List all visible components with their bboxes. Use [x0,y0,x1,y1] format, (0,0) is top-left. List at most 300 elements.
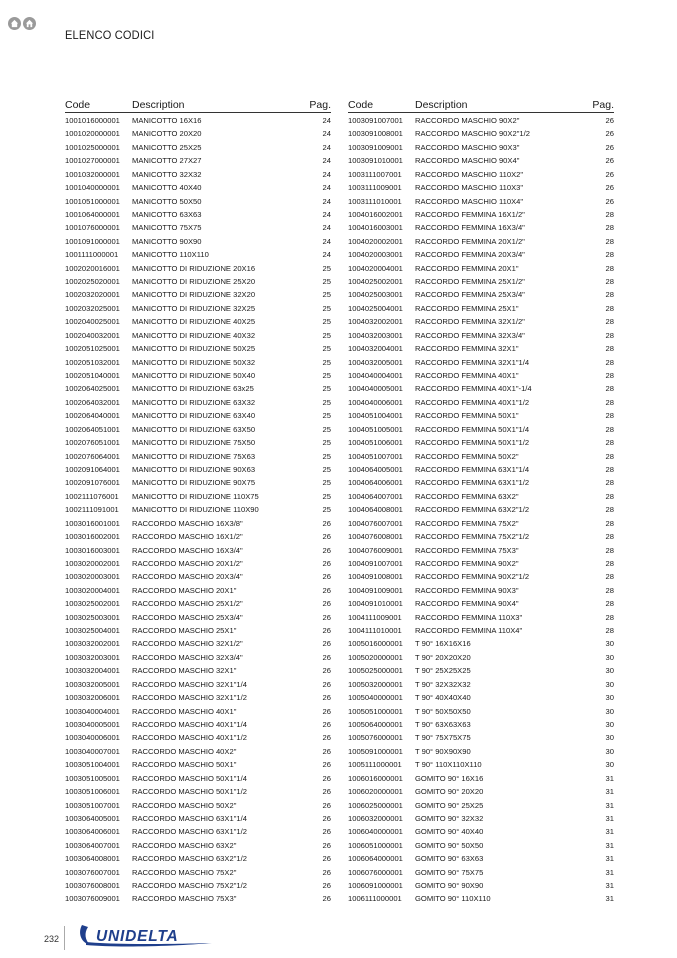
table-row [348,611,614,624]
description-cell: RACCORDO MASCHIO 63X2" [132,840,237,850]
description-cell: MANICOTTO DI RIDUZIONE 32X20 [132,290,256,300]
table-row [348,839,614,852]
description-cell: RACCORDO MASCHIO 50X1"1/4 [132,773,247,783]
table-row [65,839,331,852]
code-cell: 1006076000001 [348,867,403,877]
code-cell: 1001064000001 [65,209,120,219]
table-header [65,99,331,113]
table-row [65,369,331,382]
table-row [65,168,331,181]
table-row [65,517,331,530]
page-cell: 28 [605,424,614,434]
code-cell: 1003076008001 [65,881,120,891]
table-row [348,356,614,369]
page-cell: 31 [605,773,614,783]
codes-table-right [348,99,614,906]
table-row [348,651,614,664]
page-number: 232 [44,934,60,944]
page-cell: 28 [605,505,614,515]
code-cell: 1004025002001 [348,277,403,287]
code-cell: 1004076007001 [348,518,403,528]
description-cell: RACCORDO MASCHIO 25X3/4" [132,612,243,622]
description-cell: MANICOTTO DI RIDUZIONE 32X25 [132,303,256,313]
code-cell: 1004025003001 [348,290,403,300]
code-cell: 1001016000001 [65,116,120,125]
table-row [65,570,331,583]
description-cell: RACCORDO MASCHIO 90X3" [415,142,520,152]
table-row [348,731,614,744]
table-row [348,637,614,650]
code-cell: 1003051004001 [65,760,120,770]
code-cell: 1005025000001 [348,666,403,676]
description-cell: MANICOTTO DI RIDUZIONE 25X20 [132,277,256,287]
code-cell: 1005051000001 [348,706,403,716]
description-cell: MANICOTTO DI RIDUZIONE 75X63 [132,451,256,461]
description-cell: RACCORDO FEMMINA 75X2" [415,518,519,528]
code-cell: 1004032002001 [348,317,403,327]
page-cell: 26 [322,787,331,797]
code-cell: 1004076009001 [348,545,403,555]
table-row [348,758,614,771]
page-cell: 25 [322,384,331,394]
page-cell: 28 [605,303,614,313]
code-cell: 1005091000001 [348,746,403,756]
description-cell: RACCORDO FEMMINA 63X1"1/2 [415,478,530,488]
table-row [65,463,331,476]
code-cell: 1003091007001 [348,116,403,125]
table-row [65,302,331,315]
description-cell: RACCORDO FEMMINA 32X1" [415,344,519,354]
logo-text: UNIDELTA [96,928,179,945]
code-cell: 1002091064001 [65,464,120,474]
code-cell: 1005020000001 [348,652,403,662]
code-cell: 1004016003001 [348,223,403,233]
page-cell: 25 [322,330,331,340]
page-cell: 30 [605,679,614,689]
page-cell: 28 [605,558,614,568]
description-cell: RACCORDO MASCHIO 75X2" [132,867,237,877]
description-cell: RACCORDO FEMMINA 63X1"1/4 [415,464,530,474]
table-body-right [348,113,614,906]
page-cell: 26 [322,881,331,891]
page-cell: 26 [322,572,331,582]
page-cell: 28 [605,397,614,407]
description-cell: RACCORDO FEMMINA 32X1"1/4 [415,357,530,367]
table-row [348,195,614,208]
page-cell: 28 [605,545,614,555]
table-row [348,450,614,463]
code-cell: 1003040006001 [65,733,120,743]
code-cell: 1003032002001 [65,639,120,649]
page-cell: 25 [322,303,331,313]
code-cell: 1003111007001 [348,169,402,179]
code-cell: 1003091010001 [348,156,403,166]
table-row [65,503,331,516]
page-cell: 26 [605,169,614,179]
code-cell: 1004032003001 [348,330,403,340]
table-row [65,651,331,664]
description-cell: RACCORDO MASCHIO 40X1"1/4 [132,719,247,729]
home-icon[interactable] [8,17,21,30]
description-cell: RACCORDO MASCHIO 63X1"1/4 [132,813,247,823]
description-cell: MANICOTTO DI RIDUZIONE 40X25 [132,317,256,327]
page-cell: 25 [322,277,331,287]
table-row [65,409,331,422]
description-cell: RACCORDO FEMMINA 50X1" [415,411,519,421]
description-cell: MANICOTTO DI RIDUZIONE 40X32 [132,330,256,340]
table-row [348,409,614,422]
table-row [348,275,614,288]
description-cell: MANICOTTO DI RIDUZIONE 90X63 [132,464,256,474]
code-cell: 1002064051001 [65,424,120,434]
code-cell: 1003111010001 [348,196,402,206]
description-cell: MANICOTTO 50X50 [132,196,202,206]
description-cell: RACCORDO MASCHIO 75X3" [132,894,237,904]
description-cell: MANICOTTO DI RIDUZIONE 63X40 [132,411,256,421]
description-cell: T 90° 25X25X25 [415,666,471,676]
table-row [348,396,614,409]
page-cell: 25 [322,357,331,367]
code-cell: 1001091000001 [65,236,120,246]
page-cell: 24 [322,236,331,246]
table-row [348,369,614,382]
table-row [65,758,331,771]
code-cell: 1006032000001 [348,813,403,823]
code-cell: 1003032006001 [65,693,120,703]
code-cell: 1001027000001 [65,156,120,166]
header-description: Description [132,99,185,111]
code-cell: 1001025000001 [65,142,120,152]
page-cell: 28 [605,464,614,474]
description-cell: RACCORDO MASCHIO 40X1" [132,706,237,716]
description-cell: MANICOTTO 16X16 [132,116,202,125]
table-body-left [65,113,331,906]
table-row [348,221,614,234]
code-cell: 1004111010001 [348,626,402,636]
table-row [65,785,331,798]
page-cell: 30 [605,666,614,676]
table-row [348,852,614,865]
description-cell: MANICOTTO 90X90 [132,236,202,246]
table-row [348,503,614,516]
description-cell: RACCORDO MASCHIO 16X1/2" [132,532,243,542]
page-cell: 26 [322,854,331,864]
page-cell: 30 [605,693,614,703]
code-cell: 1001040000001 [65,183,120,193]
table-row [65,731,331,744]
code-cell: 1004025004001 [348,303,403,313]
code-cell: 1004016002001 [348,209,403,219]
table-row [65,866,331,879]
page-cell: 31 [605,881,614,891]
description-cell: RACCORDO MASCHIO 63X2"1/2 [132,854,247,864]
code-cell: 1004020003001 [348,250,403,260]
page-cell: 31 [605,813,614,823]
header-page: Pag. [592,99,614,111]
description-cell: T 90° 75X75X75 [415,733,471,743]
page-cell: 25 [322,505,331,515]
table-row [65,705,331,718]
table-row [65,584,331,597]
page-cell: 24 [322,129,331,139]
table-row [348,812,614,825]
unidelta-logo [78,922,213,948]
code-cell: 1003091009001 [348,142,403,152]
table-row [348,785,614,798]
table-row [65,597,331,610]
page-cell: 31 [605,854,614,864]
page-cell: 26 [322,626,331,636]
table-row [65,879,331,892]
code-cell: 1003051005001 [65,773,120,783]
code-cell: 1001051000001 [65,196,120,206]
description-cell: T 90° 20X20X20 [415,652,471,662]
code-cell: 1004076008001 [348,532,403,542]
code-cell: 1004020002001 [348,236,403,246]
page-cell: 25 [322,317,331,327]
page-cell: 25 [322,491,331,501]
header-icons [8,17,36,30]
table-row [65,141,331,154]
code-cell: 1002064025001 [65,384,120,394]
description-cell: T 90° 50X50X50 [415,706,471,716]
table-row [65,396,331,409]
page-cell: 24 [322,169,331,179]
description-cell: MANICOTTO 63X63 [132,209,202,219]
description-cell: RACCORDO MASCHIO 110X3" [415,183,524,193]
page-cell: 26 [322,760,331,770]
table-row [65,315,331,328]
page-cell: 26 [322,840,331,850]
code-cell: 1003032005001 [65,679,120,689]
code-cell: 1004091008001 [348,572,403,582]
description-cell: T 90° 32X32X32 [415,679,471,689]
table-row [65,530,331,543]
table-row [348,745,614,758]
description-cell: RACCORDO MASCHIO 32X1"1/4 [132,679,247,689]
code-cell: 1004064006001 [348,478,403,488]
page-cell: 26 [605,116,614,125]
table-row [348,624,614,637]
code-cell: 1003076007001 [65,867,120,877]
description-cell: GOMITO 90° 90X90 [415,881,484,891]
table-row [348,799,614,812]
code-cell: 1006016000001 [348,773,403,783]
description-cell: RACCORDO FEMMINA 40X1"1/2 [415,397,530,407]
page-cell: 26 [322,746,331,756]
page-cell: 28 [605,250,614,260]
description-cell: MANICOTTO DI RIDUZIONE 90X75 [132,478,256,488]
description-cell: MANICOTTO 40X40 [132,183,202,193]
home-alt-icon[interactable] [23,17,36,30]
code-cell: 1002040032001 [65,330,120,340]
page-cell: 26 [605,129,614,139]
description-cell: MANICOTTO 25X25 [132,142,202,152]
table-row [65,450,331,463]
table-row [348,705,614,718]
code-cell: 1006111000001 [348,894,402,904]
page-cell: 26 [605,156,614,166]
code-cell: 1002051032001 [65,357,120,367]
page-cell: 28 [605,290,614,300]
page-cell: 24 [322,156,331,166]
table-row [348,288,614,301]
code-cell: 1003040007001 [65,746,120,756]
page-cell: 25 [322,478,331,488]
code-cell: 1003051007001 [65,800,120,810]
table-row [348,248,614,261]
footer-divider [64,926,65,950]
code-cell: 1004091009001 [348,585,403,595]
description-cell: MANICOTTO DI RIDUZIONE 50X32 [132,357,256,367]
page-cell: 26 [322,599,331,609]
page-cell: 26 [322,827,331,837]
description-cell: RACCORDO MASCHIO 32X1/2" [132,639,243,649]
table-row [348,691,614,704]
table-row [65,772,331,785]
table-row [348,168,614,181]
page-cell: 30 [605,719,614,729]
page-cell: 26 [322,773,331,783]
page-cell: 26 [322,719,331,729]
description-cell: T 90° 63X63X63 [415,719,471,729]
description-cell: GOMITO 90° 110X110 [415,894,491,904]
description-cell: RACCORDO MASCHIO 50X1"1/2 [132,787,247,797]
table-row [65,221,331,234]
page-cell: 26 [322,532,331,542]
header-description: Description [415,99,468,111]
description-cell: GOMITO 90° 63X63 [415,854,484,864]
page-cell: 24 [322,223,331,233]
code-cell: 1002076064001 [65,451,120,461]
table-row [348,517,614,530]
table-row [65,127,331,140]
table-row [65,611,331,624]
description-cell: RACCORDO FEMMINA 90X2"1/2 [415,572,530,582]
description-cell: RACCORDO MASCHIO 32X3/4" [132,652,243,662]
description-cell: GOMITO 90° 16X16 [415,773,484,783]
page-cell: 26 [322,612,331,622]
code-cell: 1002040025001 [65,317,120,327]
table-row [65,208,331,221]
page-cell: 28 [605,572,614,582]
page-cell: 31 [605,800,614,810]
code-cell: 1003091008001 [348,129,403,139]
code-cell: 1005016000001 [348,639,403,649]
description-cell: RACCORDO FEMMINA 75X2"1/2 [415,532,530,542]
table-row [348,127,614,140]
description-cell: RACCORDO FEMMINA 50X1"1/4 [415,424,530,434]
table-row [348,423,614,436]
description-cell: RACCORDO FEMMINA 90X4" [415,599,519,609]
page-cell: 25 [322,344,331,354]
code-cell: 1006020000001 [348,787,403,797]
page-cell: 26 [322,639,331,649]
description-cell: RACCORDO MASCHIO 32X1" [132,666,237,676]
description-cell: RACCORDO MASCHIO 20X1/2" [132,558,243,568]
code-cell: 1001032000001 [65,169,120,179]
description-cell: RACCORDO FEMMINA 25X1" [415,303,519,313]
code-cell: 1004064005001 [348,464,403,474]
description-cell: MANICOTTO DI RIDUZIONE 63X50 [132,424,256,434]
table-row [348,825,614,838]
description-cell: MANICOTTO DI RIDUZIONE 50X40 [132,371,256,381]
description-cell: RACCORDO MASCHIO 20X1" [132,585,237,595]
description-cell: RACCORDO MASCHIO 25X1" [132,626,237,636]
code-cell: 1002064032001 [65,397,120,407]
table-row [65,154,331,167]
code-cell: 1005111000001 [348,760,402,770]
code-cell: 1003111009001 [348,183,402,193]
code-cell: 1004091010001 [348,599,403,609]
table-row [65,544,331,557]
description-cell: MANICOTTO 20X20 [132,129,202,139]
code-cell: 1003040005001 [65,719,120,729]
page-cell: 26 [322,800,331,810]
code-cell: 1003016002001 [65,532,120,542]
description-cell: MANICOTTO DI RIDUZIONE 110X75 [132,491,259,501]
code-cell: 1003016001001 [65,518,120,528]
page-cell: 24 [322,196,331,206]
table-row [348,678,614,691]
table-row [65,691,331,704]
code-cell: 1002064040001 [65,411,120,421]
table-row [65,275,331,288]
description-cell: RACCORDO MASCHIO 40X2" [132,746,237,756]
table-row [348,262,614,275]
page-cell: 28 [605,626,614,636]
page-cell: 31 [605,827,614,837]
page-cell: 28 [605,599,614,609]
code-cell: 1006064000001 [348,854,403,864]
code-cell: 1002032020001 [65,290,120,300]
code-cell: 1002032025001 [65,303,120,313]
page-cell: 28 [605,532,614,542]
page-cell: 28 [605,411,614,421]
table-row [348,530,614,543]
table-row [348,664,614,677]
code-cell: 1002111091001 [65,505,119,515]
page-cell: 30 [605,733,614,743]
table-row [348,772,614,785]
page-cell: 26 [322,693,331,703]
page-cell: 24 [322,209,331,219]
page-cell: 28 [605,317,614,327]
table-row [348,154,614,167]
description-cell: MANICOTTO DI RIDUZIONE 75X50 [132,438,256,448]
table-row [65,248,331,261]
description-cell: RACCORDO MASCHIO 90X2" [415,116,520,125]
code-cell: 1004051007001 [348,451,403,461]
code-cell: 1003064006001 [65,827,120,837]
code-cell: 1003025002001 [65,599,120,609]
table-row [65,235,331,248]
table-row [348,584,614,597]
page-cell: 25 [322,397,331,407]
code-cell: 1004032004001 [348,344,403,354]
code-cell: 1002020016001 [65,263,120,273]
page-cell: 25 [322,263,331,273]
code-cell: 1005076000001 [348,733,403,743]
page-cell: 26 [322,545,331,555]
page-cell: 28 [605,491,614,501]
page-cell: 26 [322,894,331,904]
code-cell: 1001020000001 [65,129,120,139]
code-cell: 1003020004001 [65,585,120,595]
table-row [65,114,331,127]
description-cell: RACCORDO MASCHIO 110X4" [415,196,524,206]
description-cell: T 90° 40X40X40 [415,693,471,703]
